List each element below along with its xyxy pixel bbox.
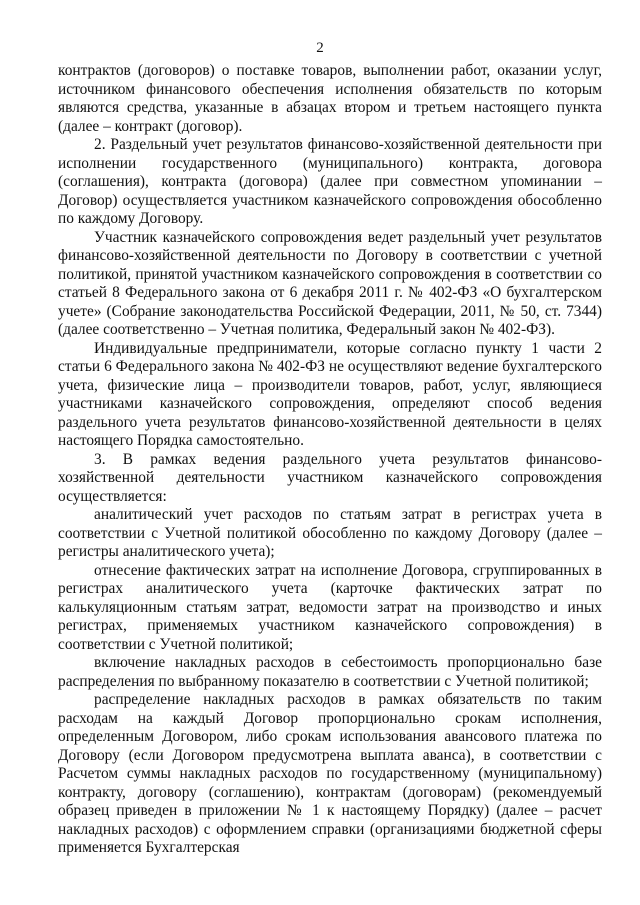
paragraph-overhead-distribution: распределение накладных расходов в рамках обязательств по таким расходам на каждый Договор пропорционально срокам исполнения, определенным Договором, либо срокам использования авансового платежа по Договору (если Договором предусмотрена выплата аванса), в соответствии с Расчетом суммы накладных расходов по государственному (муниципальному) контракту, договору (соглашению), контрактам (договорам) (рекомендуемый образец приведен в приложении № 1 к настоящему Порядку) (далее – расчет накладных расходов) с оформлением справки (организациями бюджетной сферы применяется Бухгалтерская (58, 691, 602, 856)
paragraph-accounting-policy: Участник казначейского сопровождения ведет раздельный учет результатов финансово-хозяйственной деятельности по Договору в соответствии с учетной политикой, принятой участником казначейского сопровождения в соответствии со статьей 8 Федерального закона от 6 декабря 2011 г. № 402-ФЗ «О бухгалтерском учете» (Собрание законодательства Российской Федерации, 2011, № 50, ст. 7344) (далее соответственно – Учетная политика, Федеральный закон № 402-ФЗ). (58, 228, 602, 338)
paragraph-continuation: контрактов (договоров) о поставке товаров, выполнении работ, оказании услуг, источником финансового обеспечения исполнения обязательств по которым являются средства, указанные в абзацах втором и третьем настоящего пункта (далее – контракт (договор). (58, 62, 602, 135)
paragraph-analytical-accounting: аналитический учет расходов по статьям затрат в регистрах учета в соответствии с Учетной политикой обособленно по каждому Договору (далее – регистры аналитического учета); (58, 506, 602, 560)
paragraph-overhead-inclusion: включение накладных расходов в себестоимость пропорционально базе распределения по выбранному показателю в соответствии с Учетной политикой; (58, 654, 602, 690)
paragraph-actual-costs: отнесение фактических затрат на исполнение Договора, сгруппированных в регистрах аналитического учета (карточке фактических затрат по калькуляционным статьям затрат, ведомости затрат на производство и иных регистрах, применяемых участником казначейского сопровождения) в соответствии с Учетной политикой; (58, 561, 602, 653)
page-number: 2 (316, 40, 324, 56)
paragraph-individual-entrepreneurs: Индивидуальные предприниматели, которые согласно пункту 1 части 2 статьи 6 Федерального закона № 402-ФЗ не осуществляют ведение бухгалтерского учета, физические лица – производители товаров, работ, услуг, являющиеся участниками казначейского сопровождения, определяют способ ведения раздельного учета результатов финансово-хозяйственной деятельности в целях настоящего Порядка самостоятельно. (58, 339, 602, 449)
paragraph-item-3: 3. В рамках ведения раздельного учета результатов финансово-хозяйственной деятельности участником казначейского сопровождения осуществляется: (58, 450, 602, 505)
paragraph-item-2: 2. Раздельный учет результатов финансово-хозяйственной деятельности при исполнении государственного (муниципального) контракта, договора (соглашения), контракта (договора) (далее при совместном упоминании – Договор) осуществляется участником казначейского сопровождения обособленно по каждому Договору. (58, 136, 602, 227)
document-body (58, 62, 602, 858)
